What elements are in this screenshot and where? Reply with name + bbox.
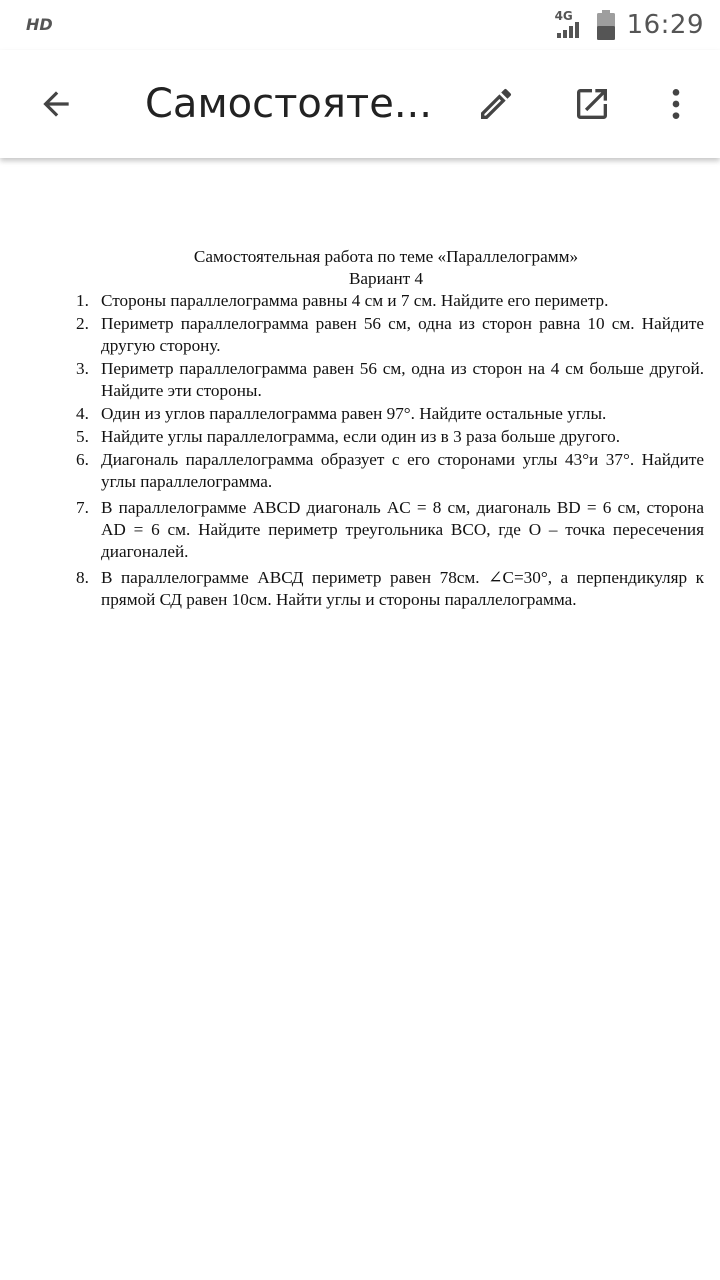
task-number: 8. [76, 568, 89, 587]
task-number: 2. [76, 314, 89, 333]
task-item [68, 567, 704, 611]
task-item [68, 290, 704, 312]
document-title: Самостояте... [145, 81, 432, 127]
open-external-icon [572, 84, 612, 124]
clock: 16:29 [626, 10, 704, 40]
status-indicators [555, 6, 704, 44]
more-vert-icon [656, 84, 696, 124]
task-text: Периметр параллелограмма равен 56 см, одна из сторон равна 10 см. Найдите другую сторону. [101, 314, 704, 355]
task-text: Периметр параллелограмма равен 56 см, одна из сторон на 4 см больше другой. Найдите эти стороны. [101, 359, 704, 400]
battery-icon [597, 10, 615, 40]
worksheet-title: Самостоятельная работа по теме «Параллелограмм» [193, 247, 579, 266]
signal-icon [555, 10, 585, 40]
task-item [68, 358, 704, 402]
status-bar [0, 0, 720, 50]
back-button[interactable] [26, 74, 86, 134]
network-type-label: 4G [554, 9, 573, 23]
hd-indicator: HD [26, 15, 53, 34]
task-item [68, 426, 704, 448]
document-page [68, 246, 704, 612]
pencil-icon [476, 84, 516, 124]
edit-button[interactable] [466, 74, 526, 134]
task-text: Диагональ параллелограмма образует с его сторонами углы 43°и 37°. Найдите углы параллелограмма. [101, 450, 704, 491]
task-text: В параллелограмме АВСД периметр равен 78см. ∠C=30°, а перпендикуляр к прямой СД равен 10см. Найти углы и стороны параллелограмма. [101, 568, 704, 609]
task-list [68, 290, 704, 611]
task-number: 3. [76, 359, 89, 378]
task-number: 7. [76, 498, 89, 517]
more-options-button[interactable] [646, 74, 706, 134]
task-text: В параллелограмме ABCD диагональ AC = 8 см, диагональ BD = 6 см, сторона AD = 6 см. Найдите периметр треугольника BCO, где O – точка пересечения диагоналей. [101, 498, 704, 561]
app-bar [0, 50, 720, 158]
task-item [68, 497, 704, 563]
back-arrow-icon [37, 85, 75, 123]
open-external-button[interactable] [562, 74, 622, 134]
task-number: 6. [76, 450, 89, 469]
task-item [68, 403, 704, 425]
task-number: 1. [76, 291, 89, 310]
task-text: Стороны параллелограмма равны 4 см и 7 см. Найдите его периметр. [101, 291, 609, 310]
task-item [68, 449, 704, 493]
task-item [68, 313, 704, 357]
task-number: 5. [76, 427, 89, 446]
worksheet-variant: Вариант 4 [348, 269, 424, 288]
task-text: Один из углов параллелограмма равен 97°. Найдите остальные углы. [101, 404, 607, 423]
task-text: Найдите углы параллелограмма, если один из в 3 раза больше другого. [101, 427, 621, 446]
document-viewer[interactable] [0, 158, 720, 1280]
task-number: 4. [76, 404, 89, 423]
